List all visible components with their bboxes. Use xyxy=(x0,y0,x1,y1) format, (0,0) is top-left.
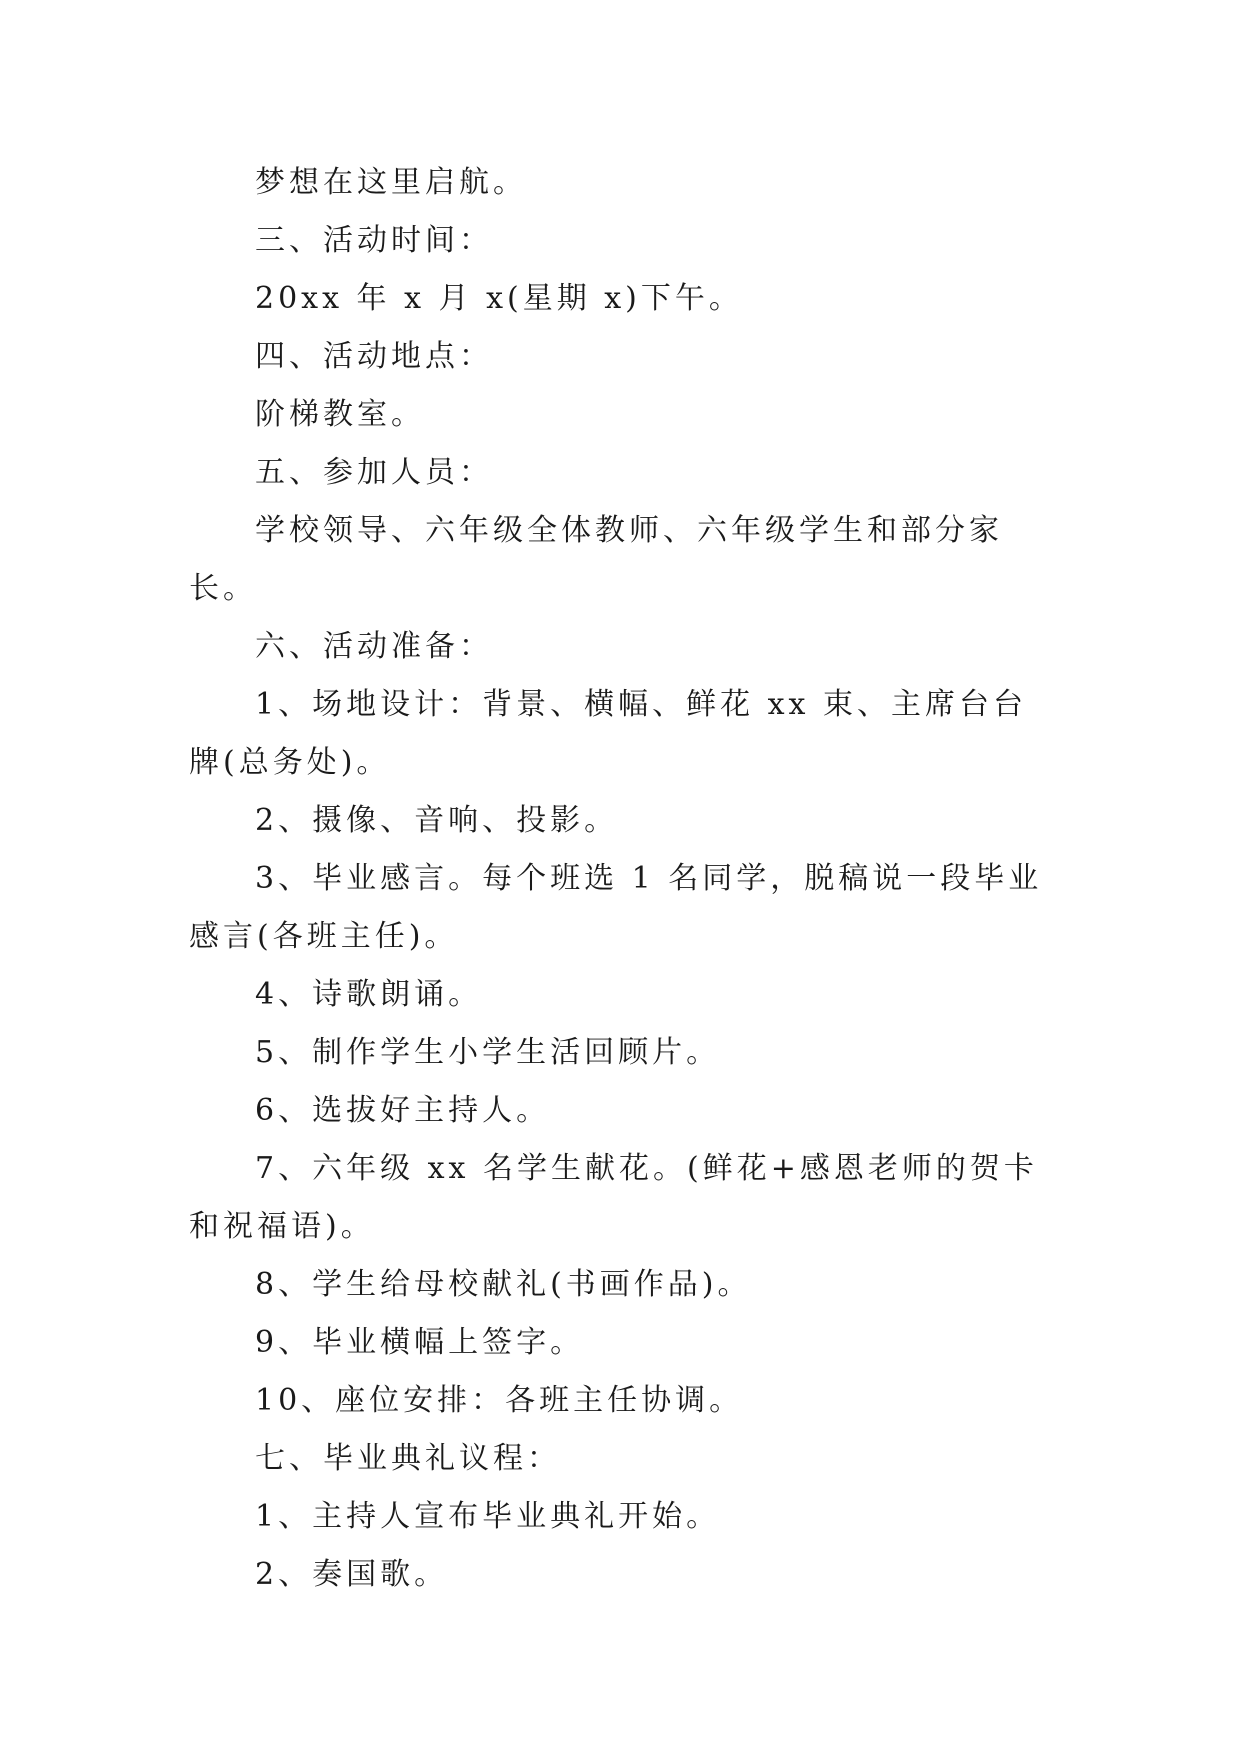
list-item: 9、毕业横幅上签字。 xyxy=(255,1325,585,1360)
list-item: 6、选拔好主持人。 xyxy=(255,1093,551,1128)
paragraph: 梦想在这里启航。 xyxy=(255,165,527,200)
section-heading-agenda: 七、毕业典礼议程： xyxy=(255,1441,561,1476)
list-item: 4、诗歌朗诵。 xyxy=(255,977,483,1012)
document-body xyxy=(189,154,1059,1604)
list-item: 3、毕业感言。每个班选 1 名同学，脱稿说一段毕业感言(各班主任)。 xyxy=(189,861,1043,954)
list-item: 7、六年级 xx 名学生献花。(鲜花+感恩老师的贺卡和祝福语)。 xyxy=(189,1151,1038,1244)
list-item: 5、制作学生小学生活回顾片。 xyxy=(255,1035,721,1070)
section-heading-preparation: 六、活动准备： xyxy=(255,629,493,664)
list-item: 2、摄像、音响、投影。 xyxy=(255,803,619,838)
section-heading-location: 四、活动地点： xyxy=(255,339,493,374)
list-item: 10、座位安排：各班主任协调。 xyxy=(255,1383,744,1418)
paragraph: 20xx 年 x 月 x(星期 x)下午。 xyxy=(255,281,743,316)
paragraph: 阶梯教室。 xyxy=(255,397,425,432)
list-item: 1、主持人宣布毕业典礼开始。 xyxy=(255,1499,721,1534)
list-item: 2、奏国歌。 xyxy=(255,1557,449,1592)
list-item: 8、学生给母校献礼(书画作品)。 xyxy=(255,1267,752,1302)
paragraph: 学校领导、六年级全体教师、六年级学生和部分家长。 xyxy=(189,513,1003,606)
section-heading-time: 三、活动时间： xyxy=(255,223,493,258)
list-item: 1、场地设计：背景、横幅、鲜花 xx 束、主席台台牌(总务处)。 xyxy=(189,687,1027,780)
section-heading-participants: 五、参加人员： xyxy=(255,455,493,490)
